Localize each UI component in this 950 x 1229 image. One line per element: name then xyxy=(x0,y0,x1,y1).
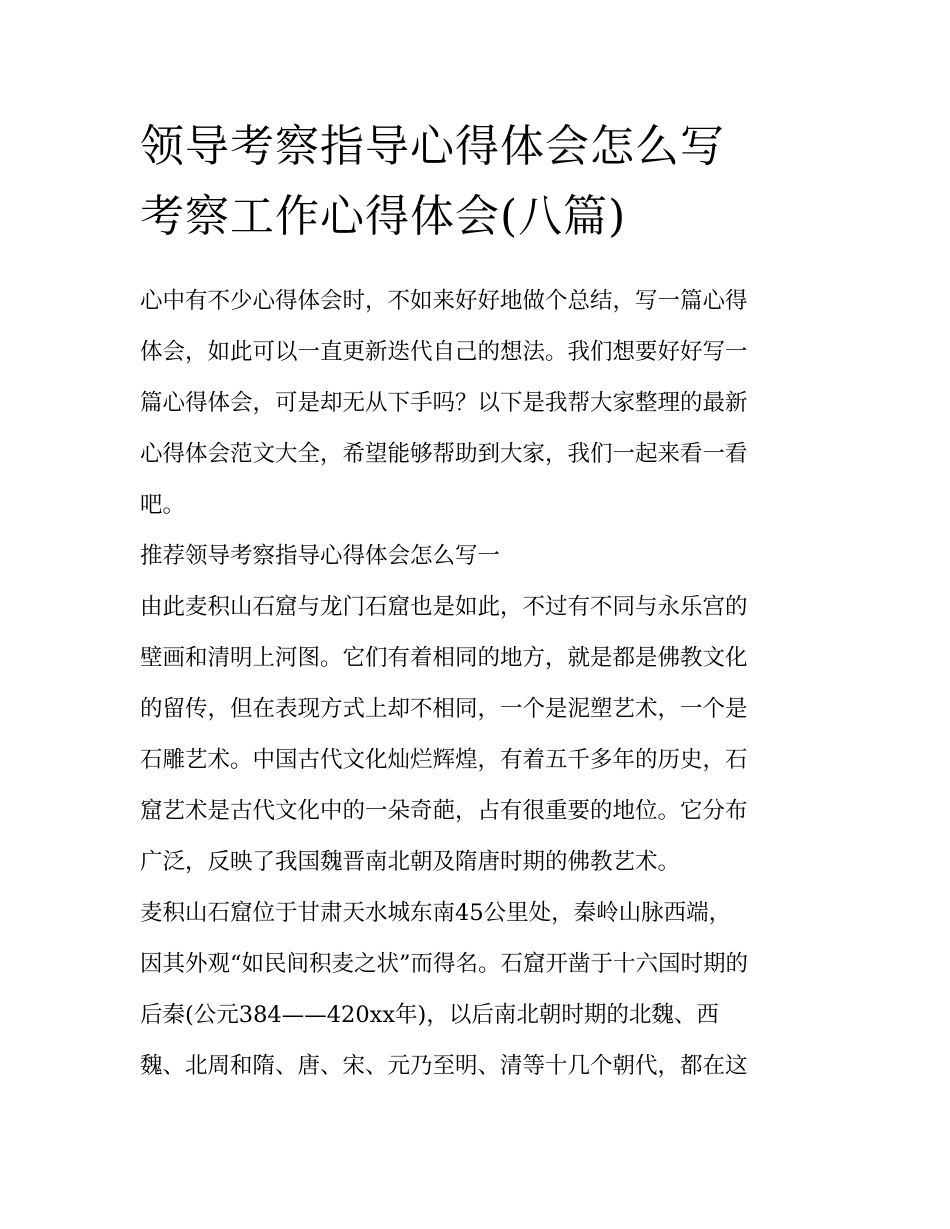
intro-line: 体会，如此可以一直更新迭代自己的想法。我们想要好好写一 xyxy=(140,339,748,365)
paragraph-line: 由此麦积山石窟与龙门石窟也是如此，不过有不同与永乐宫的 xyxy=(140,594,748,620)
intro-line: 篇心得体会，可是却无从下手吗？以下是我帮大家整理的最新 xyxy=(140,390,748,416)
paragraph-line: 石雕艺术。中国古代文化灿烂辉煌，有着五千多年的历史，石 xyxy=(140,747,748,773)
document-body xyxy=(140,276,820,1092)
title-line: 领导考察指导心得体会怎么写 xyxy=(140,121,725,172)
paragraph-line: 广泛，反映了我国魏晋南北朝及隋唐时期的佛教艺术。 xyxy=(140,849,681,875)
section-heading: 推荐领导考察指导心得体会怎么写一 xyxy=(140,543,501,569)
paragraph-line: 后秦(公元384——420xx年)，以后南北朝时期的北魏、西 xyxy=(140,1002,719,1028)
paragraph-line: 麦积山石窟位于甘肃天水城东南45公里处，秦岭山脉西端， xyxy=(140,900,732,926)
paragraph-line: 因其外观“如民间积麦之状”而得名。石窟开凿于十六国时期的 xyxy=(140,951,749,977)
intro-line: 心得体会范文大全，希望能够帮助到大家，我们一起来看一看 xyxy=(140,441,748,467)
intro-line: 吧。 xyxy=(140,492,186,518)
paragraph-line: 壁画和清明上河图。它们有着相同的地方，就是都是佛教文化 xyxy=(140,645,748,671)
paragraph-line: 魏、北周和隋、唐、宋、元乃至明、清等十几个朝代，都在这 xyxy=(140,1053,748,1079)
title-line: 考察工作心得体会(八篇) xyxy=(140,191,627,242)
paragraph-line: 窟艺术是古代文化中的一朵奇葩，占有很重要的地位。它分布 xyxy=(140,798,748,824)
paragraph-line: 的留传，但在表现方式上却不相同，一个是泥塑艺术，一个是 xyxy=(140,696,748,722)
intro-line: 心中有不少心得体会时，不如来好好地做个总结，写一篇心得 xyxy=(140,288,748,314)
document-title xyxy=(140,112,820,252)
